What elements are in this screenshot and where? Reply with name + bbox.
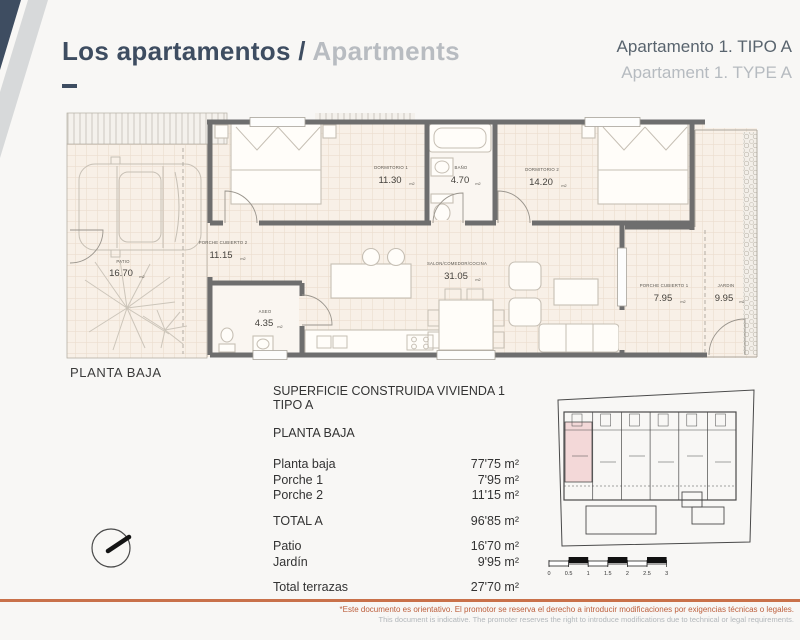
- scale-tick-label: 2.5: [643, 571, 651, 577]
- unit-title: [617, 34, 792, 86]
- room-area-label: 7.95: [653, 293, 673, 304]
- footer-accent-rule: [0, 599, 800, 602]
- room-unit-label: m2: [475, 182, 481, 186]
- room-name-label: DORMITORIO 2: [525, 167, 559, 172]
- room-unit-label: m2: [409, 182, 415, 186]
- room-name-label: PATIO: [116, 259, 130, 264]
- room-area-label: 11.30: [378, 175, 402, 186]
- room-area-label: 14.20: [529, 177, 553, 188]
- site-pool: [586, 506, 656, 534]
- table-row: [273, 555, 519, 571]
- row-label: Porche 2: [273, 488, 324, 502]
- row-value: 11'15 m²: [471, 488, 519, 502]
- table-row: [273, 539, 519, 555]
- table-row: [273, 473, 519, 489]
- room-area-label: 9.95: [714, 293, 734, 304]
- bed-2: [582, 124, 688, 204]
- site-plan: [552, 378, 767, 550]
- row-label: Porche 1: [273, 472, 324, 487]
- unit-title-en: Apartament 1. TYPE A: [621, 63, 792, 82]
- room-area-label: 11.15: [209, 250, 233, 261]
- scale-tick-label: 1.5: [603, 571, 612, 577]
- page-title-secondary: Apartments: [312, 36, 460, 66]
- table-terrace-total-row: [273, 580, 519, 596]
- page-title-primary: Los apartamentos: [62, 36, 291, 66]
- room-area-label: 4.70: [450, 175, 470, 186]
- row-label: Total terrazas: [273, 580, 349, 594]
- room-unit-label: m2: [475, 278, 481, 282]
- areas-table-section: PLANTA BAJA: [273, 426, 355, 440]
- stool: [363, 249, 380, 266]
- compass-needle: [108, 537, 129, 551]
- terrace-rows: [273, 539, 519, 570]
- row-label: Planta baja: [273, 457, 336, 471]
- row-label: Patio: [273, 539, 302, 553]
- row-label: TOTAL A: [273, 513, 323, 528]
- areas-table-title: SUPERFICIE CONSTRUIDA VIVIENDA 1 TIPO A: [273, 384, 505, 412]
- room-name-label: PORCHE CUBIERTO 1: [639, 283, 689, 288]
- row-value: 9'95 m²: [477, 554, 519, 569]
- room-area-label: 16.70: [109, 268, 133, 279]
- room-unit-label: m2: [739, 300, 745, 304]
- scale-tick-label: 0.5: [564, 571, 573, 577]
- table-row: [273, 488, 519, 504]
- disclaimer-es: *Este documento es orientativo. El promotor se reserva el derecho a introducir modificaciones por exigencias técnicas o legales.: [339, 605, 794, 614]
- footer-disclaimer: [340, 605, 794, 625]
- scale-tick-label: 0: [547, 571, 551, 577]
- room-unit-label: m2: [561, 184, 567, 188]
- row-value: 96'85 m²: [470, 513, 519, 528]
- plan-level-label: PLANTA BAJA: [70, 365, 162, 380]
- row-value: 16'70 m²: [470, 539, 519, 553]
- room-name-label: BAÑO: [454, 165, 468, 170]
- areas-table: [273, 384, 519, 596]
- scale-tick-label: 2: [625, 571, 629, 577]
- row-value: 27'70 m²: [470, 580, 519, 594]
- areas-rows: [273, 457, 519, 504]
- title-accent-dash: [62, 84, 77, 88]
- compass-icon: [88, 522, 138, 572]
- room-name-label: ASEO: [258, 309, 272, 314]
- disclaimer-en: This document is indicative. The promoter reserves the right to introduce modifications due to technical or legal requirements.: [378, 615, 794, 624]
- site-outbuilding: [682, 492, 724, 524]
- row-value: 7'95 m²: [477, 472, 519, 487]
- floor-plan: [65, 112, 765, 370]
- room-unit-label: m2: [680, 300, 686, 304]
- room-name-label: DORMITORIO 1: [374, 165, 408, 170]
- room-unit-label: m2: [139, 275, 145, 279]
- site-building: [564, 412, 736, 500]
- row-label: Jardín: [273, 554, 308, 569]
- room-name-label: PORCHE CUBIERTO 2: [198, 240, 248, 245]
- page-title: [62, 36, 460, 67]
- room-area-label: 31.05: [444, 271, 468, 282]
- highlighted-unit: [565, 422, 592, 482]
- table-total-row: [273, 514, 519, 530]
- room-unit-label: m2: [277, 325, 283, 329]
- scale-tick-label: 3: [665, 571, 669, 577]
- unit-title-es: Apartamento 1. TIPO A: [616, 37, 792, 56]
- scale-tick-label: 1: [586, 571, 590, 577]
- stool: [388, 249, 405, 266]
- room-unit-label: m2: [240, 257, 246, 261]
- page-title-separator: /: [290, 36, 313, 66]
- row-value: 77'75 m²: [470, 457, 519, 471]
- neighbor-hatch: [315, 113, 415, 120]
- room-name-label: SALON/COMEDOR/COCINA: [426, 261, 488, 266]
- scale-bar: [545, 554, 675, 584]
- stairs-hatch: [67, 113, 227, 144]
- room-name-label: JARDIN: [717, 283, 735, 288]
- room-area-label: 4.35: [254, 318, 274, 329]
- table-row: [273, 457, 519, 473]
